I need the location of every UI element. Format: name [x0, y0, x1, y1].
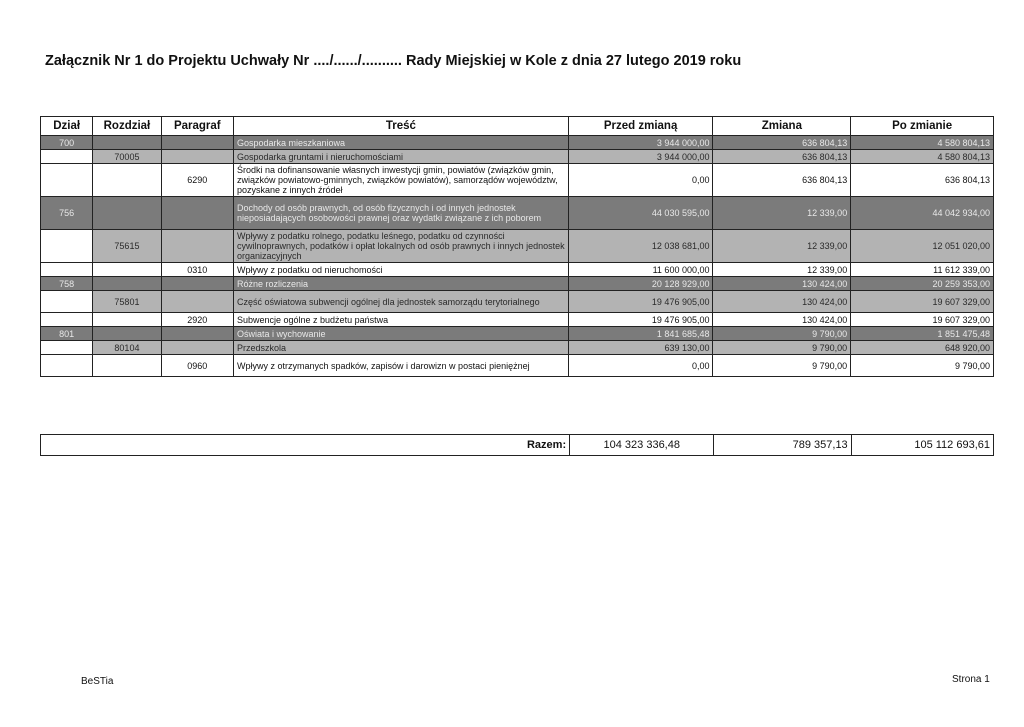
cell-po: 44 042 934,00 [851, 197, 994, 230]
cell-paragraf [161, 341, 233, 355]
table-row [41, 263, 994, 277]
summary-przed: 104 323 336,48 [570, 435, 714, 456]
table-header-row [41, 117, 994, 136]
cell-tresc: Dochody od osób prawnych, od osób fizycznych i od innych jednostek nieposiadających osobowości prawnej oraz wydatki związane z ich poborem [233, 197, 568, 230]
table-row [41, 150, 994, 164]
cell-przed: 20 128 929,00 [568, 277, 713, 291]
summary-zmiana: 789 357,13 [714, 435, 851, 456]
header-rozdzial: Rozdział [93, 117, 161, 136]
cell-rozdzial [93, 136, 161, 150]
header-przed: Przed zmianą [568, 117, 713, 136]
cell-zmiana: 12 339,00 [713, 197, 851, 230]
cell-rozdzial [93, 164, 161, 197]
cell-dzial: 756 [41, 197, 93, 230]
header-tresc: Treść [233, 117, 568, 136]
cell-przed: 0,00 [568, 164, 713, 197]
cell-po: 4 580 804,13 [851, 150, 994, 164]
cell-rozdzial [93, 263, 161, 277]
cell-dzial [41, 291, 93, 313]
cell-paragraf [161, 136, 233, 150]
cell-zmiana: 636 804,13 [713, 150, 851, 164]
summary-po: 105 112 693,61 [851, 435, 993, 456]
cell-zmiana: 130 424,00 [713, 277, 851, 291]
footer-software-name: BeSTia [81, 676, 114, 687]
table-row [41, 277, 994, 291]
summary-row [41, 435, 994, 456]
cell-tresc: Przedszkola [233, 341, 568, 355]
cell-po: 4 580 804,13 [851, 136, 994, 150]
cell-tresc: Oświata i wychowanie [233, 327, 568, 341]
cell-przed: 11 600 000,00 [568, 263, 713, 277]
table-row [41, 355, 994, 377]
cell-po: 648 920,00 [851, 341, 994, 355]
table-row [41, 136, 994, 150]
cell-przed: 3 944 000,00 [568, 136, 713, 150]
cell-po: 9 790,00 [851, 355, 994, 377]
cell-paragraf [161, 197, 233, 230]
header-paragraf: Paragraf [161, 117, 233, 136]
cell-rozdzial: 75615 [93, 230, 161, 263]
table-row [41, 164, 994, 197]
cell-dzial: 801 [41, 327, 93, 341]
table-row [41, 341, 994, 355]
table-row [41, 197, 994, 230]
header-dzial: Dział [41, 117, 93, 136]
cell-dzial [41, 150, 93, 164]
cell-tresc: Subwencje ogólne z budżetu państwa [233, 313, 568, 327]
cell-dzial: 700 [41, 136, 93, 150]
cell-dzial [41, 341, 93, 355]
cell-zmiana: 9 790,00 [713, 355, 851, 377]
footer-page-number: Strona 1 [952, 674, 990, 685]
table-row [41, 313, 994, 327]
cell-tresc: Wpływy z podatku od nieruchomości [233, 263, 568, 277]
cell-paragraf: 0960 [161, 355, 233, 377]
cell-rozdzial: 70005 [93, 150, 161, 164]
cell-rozdzial [93, 313, 161, 327]
cell-tresc: Wpływy z podatku rolnego, podatku leśnego, podatku od czynności cywilnoprawnych, podatków i opłat lokalnych od osób prawnych i innych jednostek organizacyjnych [233, 230, 568, 263]
cell-przed: 19 476 905,00 [568, 313, 713, 327]
document-title: Załącznik Nr 1 do Projektu Uchwały Nr ..../....../.......... Rady Miejskiej w Kole z dnia 27 lutego 2019 roku [45, 53, 742, 69]
cell-tresc: Część oświatowa subwencji ogólnej dla jednostek samorządu terytorialnego [233, 291, 568, 313]
cell-zmiana: 12 339,00 [713, 263, 851, 277]
cell-paragraf [161, 277, 233, 291]
cell-rozdzial [93, 355, 161, 377]
cell-przed: 44 030 595,00 [568, 197, 713, 230]
cell-rozdzial: 75801 [93, 291, 161, 313]
cell-paragraf [161, 230, 233, 263]
summary-label: Razem: [41, 435, 570, 456]
cell-tresc: Wpływy z otrzymanych spadków, zapisów i darowizn w postaci pieniężnej [233, 355, 568, 377]
cell-zmiana: 12 339,00 [713, 230, 851, 263]
summary-table [40, 434, 994, 456]
cell-zmiana: 636 804,13 [713, 164, 851, 197]
cell-po: 19 607 329,00 [851, 313, 994, 327]
cell-paragraf [161, 327, 233, 341]
cell-tresc: Środki na dofinansowanie własnych inwestycji gmin, powiatów (związków gmin, związków powiatowo-gminnych, związków powiatów), samorządów województw, pozyskane z innych źródeł [233, 164, 568, 197]
table-row [41, 230, 994, 263]
cell-po: 20 259 353,00 [851, 277, 994, 291]
cell-po: 1 851 475,48 [851, 327, 994, 341]
header-po: Po zmianie [851, 117, 994, 136]
cell-paragraf: 6290 [161, 164, 233, 197]
cell-zmiana: 130 424,00 [713, 291, 851, 313]
cell-paragraf [161, 291, 233, 313]
cell-dzial [41, 313, 93, 327]
cell-dzial: 758 [41, 277, 93, 291]
cell-po: 19 607 329,00 [851, 291, 994, 313]
cell-po: 636 804,13 [851, 164, 994, 197]
header-zmiana: Zmiana [713, 117, 851, 136]
cell-paragraf: 0310 [161, 263, 233, 277]
cell-dzial [41, 355, 93, 377]
cell-zmiana: 9 790,00 [713, 341, 851, 355]
cell-tresc: Gospodarka gruntami i nieruchomościami [233, 150, 568, 164]
cell-po: 12 051 020,00 [851, 230, 994, 263]
budget-table [40, 116, 994, 377]
cell-rozdzial [93, 277, 161, 291]
cell-przed: 3 944 000,00 [568, 150, 713, 164]
cell-rozdzial: 80104 [93, 341, 161, 355]
cell-paragraf [161, 150, 233, 164]
table-row [41, 327, 994, 341]
cell-zmiana: 636 804,13 [713, 136, 851, 150]
cell-dzial [41, 164, 93, 197]
cell-zmiana: 130 424,00 [713, 313, 851, 327]
cell-przed: 639 130,00 [568, 341, 713, 355]
cell-przed: 12 038 681,00 [568, 230, 713, 263]
cell-tresc: Gospodarka mieszkaniowa [233, 136, 568, 150]
cell-zmiana: 9 790,00 [713, 327, 851, 341]
cell-tresc: Różne rozliczenia [233, 277, 568, 291]
cell-dzial [41, 230, 93, 263]
cell-rozdzial [93, 327, 161, 341]
cell-przed: 0,00 [568, 355, 713, 377]
cell-przed: 1 841 685,48 [568, 327, 713, 341]
cell-rozdzial [93, 197, 161, 230]
table-row [41, 291, 994, 313]
cell-przed: 19 476 905,00 [568, 291, 713, 313]
cell-paragraf: 2920 [161, 313, 233, 327]
cell-dzial [41, 263, 93, 277]
cell-po: 11 612 339,00 [851, 263, 994, 277]
